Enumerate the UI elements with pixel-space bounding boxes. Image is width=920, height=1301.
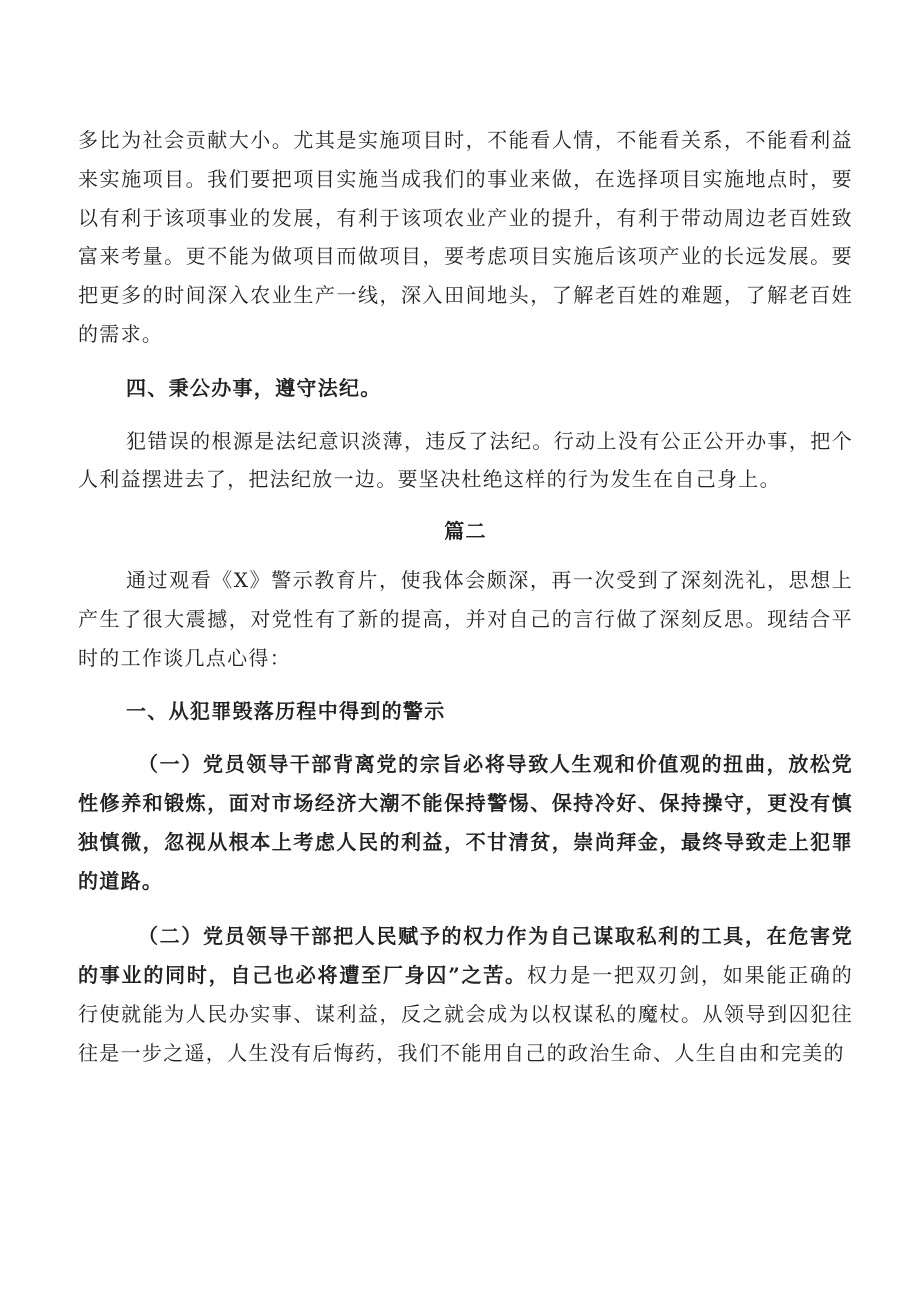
list-item-one: （一）党员领导干部背离党的宗旨必将导致人生观和价值观的扭曲，放松党性修养和锻炼，面对市场经济大潮不能保持警惕、保持冷好、保持操守，更没有慎独慎微，忽视从根本上考虑人民的利益，不甘清贫，崇尚拜金，最终导致走上犯罪的道路。 [78, 752, 853, 893]
paragraph-intro: 通过观看《X》警示教育片，使我体会颇深，再一次受到了深刻洗礼，思想上产生了很大震撼，对党性有了新的提高，并对自己的言行做了深刻反思。现结合平时的工作谈几点心得： [78, 567, 853, 670]
list-item-two-text: 权力是一把双刃剑，如果能正确的行使就能为人民办实事、谋利益，反之就会成为以权谋私的魔杖。从领导到囚犯往往是一步之遥，人生没有后悔药，我们不能用自己的政治生命、人生自由和完美的 [78, 963, 854, 1065]
chapter-title: 篇二 [444, 519, 487, 544]
list-item-two [78, 917, 853, 1072]
list-item-two-bold: （二）党员领导干部把人民赋予的权力作为自己谋取私利的工具，在危害党的事业的同时，自己也必将遭至厂身囚”之苦。 [78, 924, 853, 988]
paragraph-continuation: 多比为社会贡献大小。尤其是实施项目时，不能看人情，不能看关系，不能看利益来实施项目。我们要把项目实施当成我们的事业来做，在选择项目实施地点时，要以有利于该项事业的发展，有利于该项农业产业的提升，有利于带动周边老百姓致富来考量。更不能为做项目而做项目，要考虑项目实施后该项产业的长远发展。要把更多的时间深入农业生产一线，深入田间地头，了解老百姓的难题，了解老百姓的需求。 [78, 128, 853, 346]
section-heading-one: 一、从犯罪毁落历程中得到的警示 [126, 699, 446, 724]
section-heading-four: 四、秉公办事，遵守法纪。 [126, 375, 382, 400]
paragraph-law-discipline: 犯错误的根源是法纪意识淡薄，违反了法纪。行动上没有公正公开办事，把个人利益摆进去了，把法纪放一边。要坚决杜绝这样的行为发生在自己身上。 [78, 428, 853, 492]
document-body [78, 121, 853, 1073]
